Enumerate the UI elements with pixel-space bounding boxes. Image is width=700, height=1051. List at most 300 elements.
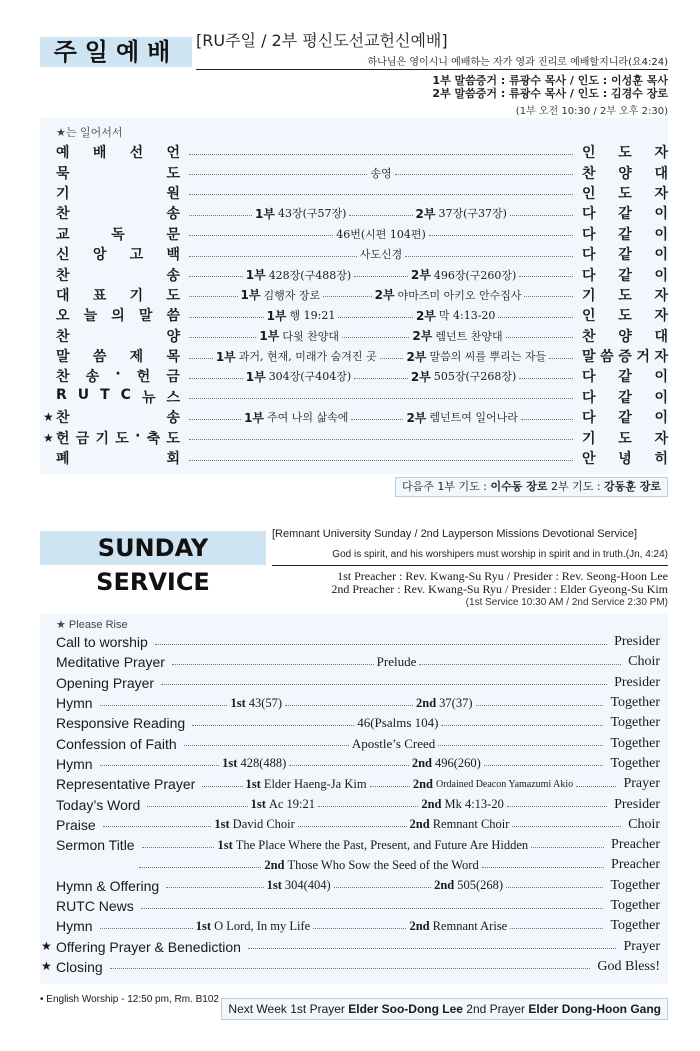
dotted-leader [189,235,333,236]
en-item-role: Presider [614,634,660,650]
dotted-leader [380,358,404,359]
kr-item-label-char: 금 [75,430,90,447]
en-part-2-tag: 2nd [264,857,285,872]
dotted-leader [189,194,573,195]
en-order-row [41,957,660,977]
dotted-leader [576,786,616,787]
dotted-leader [189,256,357,257]
en-item-detail [189,715,606,731]
kr-part-2-tag: 2부 [415,206,436,221]
kr-next-label-2: 2부 기도 : [550,480,601,493]
kr-part-1 [267,307,336,324]
kr-next-label-1: 다음주 1부 기도 : [402,480,487,493]
en-order-row [56,855,660,875]
kr-item-label-char: 말 [56,349,70,366]
en-item-label: Praise [56,816,96,833]
kr-item-label [56,407,180,427]
kr-verse: 하나님은 영이시니 예배하는 자가 영과 진리로 예배할지니라(요4:24) [367,57,668,68]
kr-item-label-char: 늘 [83,308,98,325]
kr-item-role-char: 기 [582,430,596,447]
en-item-role: Together [610,715,660,731]
kr-part-1 [244,409,348,426]
dotted-leader [189,378,243,379]
dotted-leader [524,296,573,297]
dotted-leader [484,765,604,766]
en-item-center: 46(Psalms 104) [357,715,439,731]
kr-part-2-text: 렘넌트 찬양대 [435,329,503,343]
kr-part-1 [246,266,351,283]
en-part-1-tag: 1st [222,756,238,771]
kr-item-label-char: 헌 [136,369,151,386]
kr-item-label [56,183,180,203]
dotted-leader [519,276,573,277]
dotted-leader [161,684,607,685]
kr-item-label [56,305,180,325]
en-item-detail [97,756,607,771]
en-item-detail [97,919,607,934]
en-next-2nd-name: Elder Dong-Hoon Gang [528,1002,661,1016]
kr-part-2-text: 496장(구260장) [433,268,517,282]
kr-item-role-char: 이 [654,410,668,427]
en-item-label: Hymn [56,695,93,712]
kr-part-2-tag: 2부 [406,349,427,364]
kr-item-label-char: 제 [129,349,144,366]
kr-item-label-char: 묵 [56,165,70,182]
kr-item-role-char: 거 [636,349,650,366]
en-part-2-tag: 2nd [409,817,430,832]
kr-item-label-char: 기 [95,430,110,447]
kr-item-label-char: 씀 [92,349,107,366]
en-item-label: Closing [56,958,103,975]
kr-item-role-char: 자 [654,349,668,366]
kr-item-role-char: 자 [654,308,668,325]
kr-item-detail [186,165,576,181]
kr-item-role-char: 도 [618,287,632,304]
en-part-2-text: Those Who Sow the Seed of the Word [287,857,479,872]
kr-item-role-char: 다 [582,410,596,427]
en-item-role: Together [610,735,660,751]
en-item-label: Hymn [56,755,93,772]
kr-item-label-char: 도 [115,430,129,447]
dotted-leader [147,806,247,807]
kr-item-detail [186,396,576,397]
dotted-leader [354,378,408,379]
kr-item-label-char: 금 [166,369,180,386]
kr-part-1-text: 과거, 현재, 미래가 숨겨진 곳 [238,350,377,364]
dotted-leader [298,826,407,827]
kr-order-row [43,427,668,447]
dotted-leader [506,887,603,888]
kr-item-role-char: 안 [582,451,596,468]
kr-item-label-char: 의 [111,308,125,325]
en-part-2-tag: 2nd [412,776,433,791]
en-part-1-text: The Place Where the Past, Present, and Future Are Hidden [235,837,529,852]
en-worship-note: • English Worship - 12:50 pm, Rm. B102 [40,994,219,1005]
dotted-leader [438,745,603,746]
en-item-label: Hymn & Offering [56,877,160,894]
en-item-role: Prayer [623,776,660,792]
en-divider [272,565,668,566]
en-part-1-text: 304(404) [284,878,331,893]
en-part-2 [410,817,510,832]
kr-item-label-char: 송 [166,206,180,223]
dotted-leader [338,317,413,318]
kr-item-label-char: 문 [166,226,180,243]
kr-order-row [56,162,668,182]
kr-order-row [56,346,668,366]
kr-item-detail [186,409,576,426]
en-preacher-1: 1st Preacher : Rev. Kwang-Su Ryu / Presider : Rev. Seong-Hoon Lee [337,569,668,583]
kr-item-role-char: 찬 [582,165,596,182]
en-part-1-text: 428(488) [240,756,287,771]
en-next-week [221,998,668,1020]
en-part-2-text: Mk 4:13-20 [444,797,504,812]
dotted-leader [100,928,193,929]
en-item-label: Call to worship [56,634,148,651]
dotted-leader [521,419,573,420]
kr-item-role [582,387,668,407]
kr-item-label [56,163,180,183]
en-part-2-tag: 2nd [416,695,437,710]
kr-service-time: (1부 오전 10:30 / 2부 오후 2:30) [515,106,668,117]
en-part-2-tag: 2nd [421,797,442,812]
en-item-detail [245,946,620,947]
kr-item-label-char: 언 [166,145,180,162]
en-part-2 [416,696,472,711]
kr-part-1-tag: 1부 [240,288,261,303]
kr-item-role [582,203,668,223]
dotted-leader [100,705,228,706]
en-part-1-tag: 1st [195,918,212,933]
en-item-role: Together [610,755,660,771]
kr-item-detail [186,348,576,365]
kr-preacher-2: 2부 말씀증거 : 류광수 목사 / 인도 : 김경수 장로 [432,87,668,100]
kr-item-label-char: 목 [166,349,180,366]
en-part-2 [434,878,503,893]
kr-part-2 [412,327,502,344]
standing-star-icon: ★ [43,430,54,445]
kr-item-label-char: 송 [166,410,180,427]
kr-item-label-char: 고 [129,247,144,264]
kr-order-row [56,366,668,386]
kr-item-role-char: 대 [654,328,668,345]
kr-item-role-char: 도 [618,430,632,447]
en-order-row [56,794,660,814]
en-part-2 [412,756,481,771]
kr-item-label [56,346,180,366]
kr-item-role-char: 다 [582,369,596,386]
kr-item-label-char: 선 [129,145,144,162]
kr-item-center: 송영 [370,166,392,180]
dotted-leader [512,826,621,827]
kr-part-2 [416,205,507,222]
kr-item-label [56,244,180,264]
dotted-leader [189,460,573,461]
en-title: SUNDAY SERVICE [40,531,266,565]
kr-part-2-tag: 2부 [415,308,436,323]
kr-item-detail [186,205,576,222]
standing-star-icon: ★ [41,959,52,974]
en-part-2-text: Remnant Arise [432,918,508,933]
en-next-1st-name: Elder Soo-Dong Lee [348,1002,463,1016]
kr-item-role-char: 양 [618,328,632,345]
dotted-leader [141,908,604,909]
kr-part-1-tag: 1부 [244,410,265,425]
kr-item-label-char: 찬 [56,369,70,386]
en-part-1-tag: 1st [217,837,233,852]
en-part-1-text: Elder Haeng-Ja Kim [263,776,367,791]
dotted-leader [405,256,573,257]
kr-item-role-char: 이 [654,389,668,406]
kr-part-2-tag: 2부 [374,288,395,303]
dotted-leader [342,337,409,338]
en-item-detail [136,858,607,873]
en-order-row [56,835,660,855]
kr-part-2-tag: 2부 [412,329,433,344]
kr-item-label [56,285,180,305]
kr-part-1-tag: 1부 [259,329,280,344]
kr-item-label-char: 오 [56,308,70,325]
kr-part-1-tag: 1부 [266,308,287,323]
kr-order-row [56,305,668,325]
en-item-detail [100,817,624,832]
kr-item-role-char: 같 [618,369,632,386]
en-item-role: Together [610,695,660,711]
kr-item-role [582,183,668,203]
kr-part-1-text: 김행자 장로 [263,288,321,302]
kr-part-1 [259,327,339,344]
dotted-leader [189,398,573,399]
dotted-leader [334,887,431,888]
en-item-detail [181,736,607,752]
en-verse: God is spirit, and his worshipers must worship in spirit and in truth.(Jn, 4:24) [332,549,668,560]
en-part-1 [214,817,294,832]
kr-item-role-char: 도 [618,185,632,202]
dotted-leader [519,378,573,379]
kr-item-role-char: 인 [582,185,596,202]
kr-part-1-tag: 1부 [245,268,266,283]
en-part-2 [413,777,573,792]
kr-item-label-char: U [77,386,90,403]
kr-item-label-char: 찬 [56,267,70,284]
en-item-center: Apostle’s Creed [351,735,436,751]
kr-item-label [56,224,180,244]
dotted-leader [103,826,212,827]
en-order-row [56,673,660,693]
dotted-leader [441,725,603,726]
kr-item-label [56,428,180,448]
dotted-leader [139,867,261,868]
kr-item-role [582,407,668,427]
en-item-role: Presider [614,674,660,690]
kr-item-label-char: 도 [166,430,180,447]
kr-item-role-char: 인 [582,145,596,162]
en-next-label: Next Week [228,1002,287,1016]
kr-next-name-1: 이수동 장로 [490,480,548,493]
kr-item-label-char: 찬 [56,206,70,223]
dotted-leader [202,786,242,787]
en-item-label: Responsive Reading [56,715,186,732]
dotted-leader [189,337,256,338]
dotted-leader [395,174,573,175]
kr-item-label-char: 씀 [166,308,180,325]
en-part-1-tag: 1st [214,817,230,832]
dotted-leader [172,664,374,665]
en-item-detail [169,654,624,670]
kr-part-2-text: 505장(구268장) [433,370,517,384]
kr-item-label [56,448,180,468]
kr-part-1-text: 주여 나의 삶속에 [267,411,349,425]
kr-item-role-char: 히 [654,451,668,468]
kr-item-role [582,428,668,448]
kr-item-role [582,305,668,325]
dotted-leader [189,296,238,297]
kr-item-role [582,244,668,264]
kr-part-1 [241,286,321,303]
kr-item-role-char: 이 [654,369,668,386]
dotted-leader [429,235,573,236]
en-part-1 [217,838,528,853]
kr-item-label-char: 백 [166,247,180,264]
en-order-row [56,916,660,936]
kr-item-detail [186,226,576,242]
dotted-leader [110,968,591,969]
kr-item-label-char: 양 [166,328,180,345]
kr-item-label-char: 뉴 [141,389,156,406]
en-part-1 [196,919,310,934]
dotted-leader [155,644,607,645]
dotted-leader [289,765,409,766]
en-part-1-text: David Choir [232,817,295,832]
en-order-row [56,733,660,753]
kr-item-label-char: 배 [92,145,107,162]
kr-item-label-char: 신 [56,247,70,264]
kr-part-1-text: 428장(구488장) [268,268,352,282]
kr-item-role-char: 자 [654,185,668,202]
dotted-leader [189,419,241,420]
kr-item-role [582,448,668,468]
en-part-2-tag: 2nd [411,756,433,771]
en-order-row [56,652,660,672]
kr-item-label-char: 폐 [56,451,70,468]
kr-item-label-char: · [115,366,121,383]
kr-item-detail [186,286,576,303]
kr-part-1 [216,348,377,365]
dotted-leader [248,948,617,949]
kr-item-label-char: 회 [166,451,180,468]
kr-order-row [56,264,668,284]
dotted-leader [313,928,406,929]
dotted-leader [482,867,604,868]
kr-item-label-char: 말 [138,308,153,325]
kr-item-role-char: 같 [618,206,632,223]
kr-item-role-char: 말 [582,349,596,366]
kr-part-1-tag: 1부 [255,206,275,221]
en-item-role: Together [610,877,660,893]
kr-order-row [56,183,668,203]
kr-item-role-char: 다 [582,226,596,243]
dotted-leader [189,317,264,318]
dotted-leader [189,215,252,216]
kr-item-label-char: 스 [166,389,180,406]
kr-item-detail [186,246,576,262]
dotted-leader [189,358,213,359]
kr-item-role-char: 같 [618,389,632,406]
dotted-leader [166,887,263,888]
en-part-1-tag: 1st [245,776,261,791]
kr-order-row [43,407,668,427]
kr-item-label [56,366,180,386]
kr-item-role-char: 이 [654,247,668,264]
en-part-1 [251,797,315,812]
kr-part-1-tag: 1부 [215,349,236,364]
kr-item-role-char: 씀 [600,349,614,366]
en-item-detail [163,878,606,893]
dotted-leader [323,296,372,297]
en-item-label: Hymn [56,918,93,935]
kr-item-label-char: 헌 [56,430,70,447]
en-item-role: Preacher [611,837,660,853]
kr-item-role [582,224,668,244]
en-part-2 [409,919,507,934]
en-part-2-tag: 2nd [434,878,455,893]
en-order-row [56,876,660,896]
dotted-leader [549,358,573,359]
kr-item-label-char: 도 [166,287,180,304]
dotted-leader [285,705,413,706]
kr-item-role-char: 이 [654,267,668,284]
kr-order-list [43,142,668,468]
kr-part-2 [411,368,516,385]
dotted-leader [184,745,349,746]
dotted-leader [370,786,410,787]
kr-part-2 [416,307,496,324]
kr-item-label-char: 앙 [92,247,107,264]
en-part-2-text: 37(37) [439,695,473,710]
kr-item-label-char: 원 [166,185,180,202]
dotted-leader [510,215,573,216]
kr-part-1-text: 43장(구57장) [278,207,347,221]
kr-item-label-char: 독 [111,226,125,243]
en-part-1-text: O Lord, In my Life [214,918,311,933]
en-item-label: RUTC News [56,898,134,914]
en-subtitle: [Remnant University Sunday / 2nd Layperson Missions Devotional Service] [272,528,638,540]
kr-item-label-char: 대 [56,287,70,304]
kr-part-2 [411,266,516,283]
kr-item-label [56,203,180,223]
kr-item-detail [186,327,576,344]
en-order-row [56,632,660,652]
kr-item-detail [186,152,576,153]
dotted-leader [189,439,573,440]
kr-item-label [56,142,180,162]
kr-item-center: 46번(시편 104편) [336,227,426,241]
kr-item-label [56,265,180,285]
dotted-leader [351,419,403,420]
en-item-role: Preacher [611,857,660,873]
en-service-time: (1st Service 10:30 AM / 2nd Service 2:30 PM) [465,597,668,608]
kr-item-label-char: 찬 [56,328,70,345]
kr-item-role-char: 자 [654,430,668,447]
en-order-row [56,815,660,835]
kr-item-detail [186,368,576,385]
kr-part-2-text: 37장(구37장) [438,207,507,221]
en-item-label: Today’s Word [56,796,141,813]
kr-item-role [582,163,668,183]
en-item-detail [138,906,607,907]
kr-order-row [56,448,668,468]
kr-item-role-char: 인 [582,308,596,325]
